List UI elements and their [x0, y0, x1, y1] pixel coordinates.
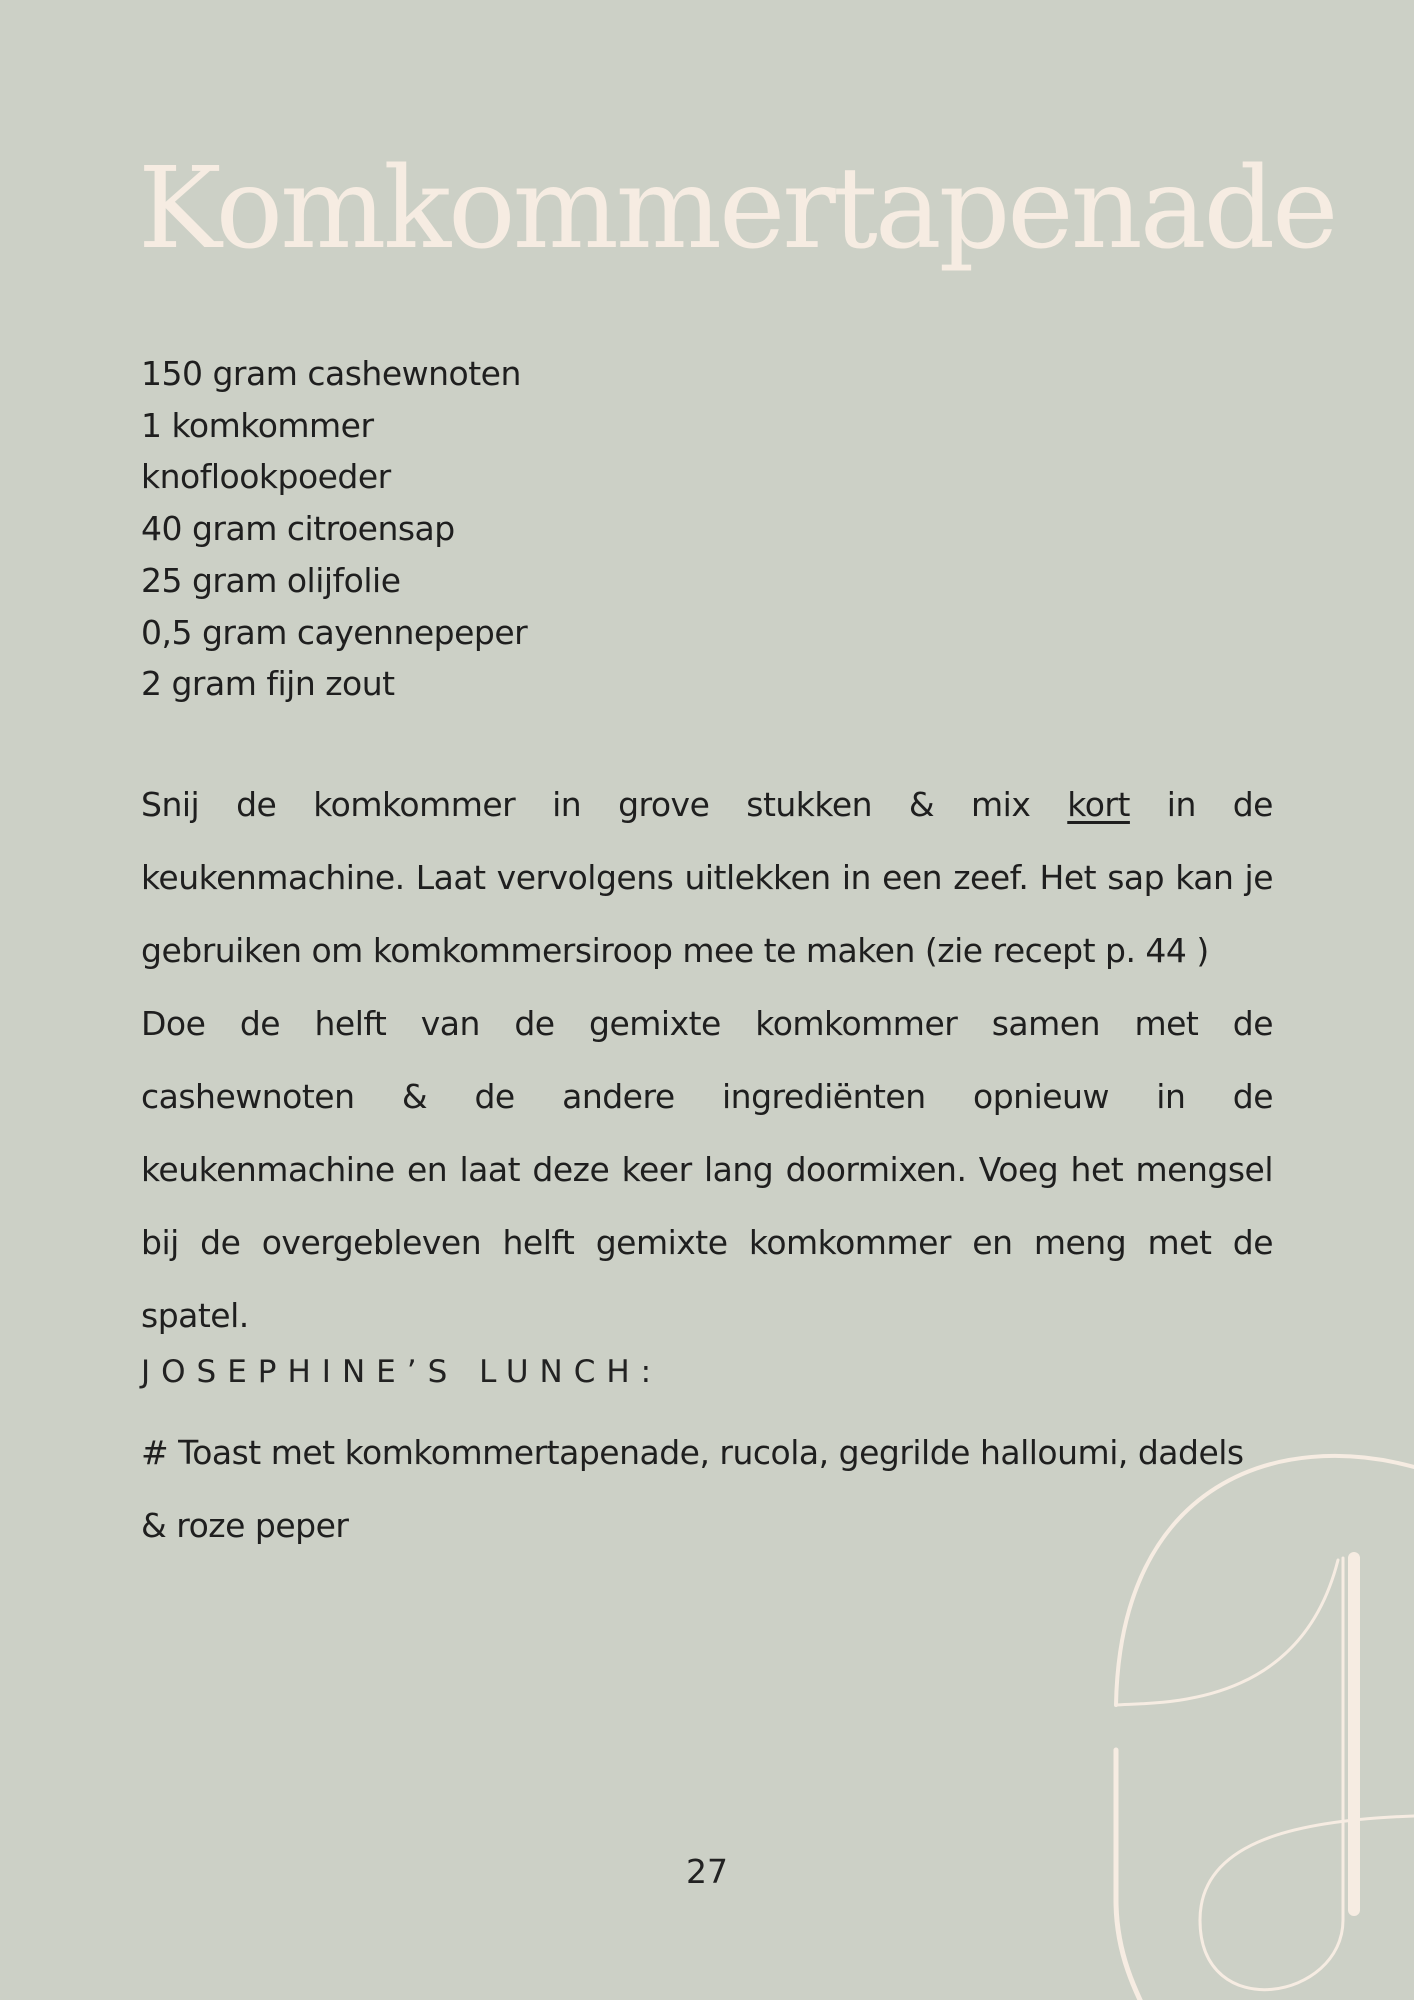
method-paragraph-1 [141, 768, 1273, 987]
method-p1-start: Snij de komkommer in grove stukken & mix [141, 785, 1068, 824]
ingredient-item: knoflookpoeder [141, 457, 391, 497]
ingredient-item: 150 gram cashewnoten [141, 354, 521, 393]
method-p1-end: in de keukenmachine. Laat vervolgens uitlekken in een zeef. Het sap kan je gebruiken om komkommersiroop mee te maken (zie recept p. 44 ) [141, 785, 1273, 970]
ingredient-list [141, 348, 527, 710]
ingredient-item: 2 gram fijn zout [141, 664, 395, 704]
method-paragraph-2: Doe de helft van de gemixte komkommer samen met de cashewnoten & de andere ingrediënten opnieuw in de keukenmachine en laat deze keer lang doormixen. Voeg het mengsel bij de overgebleven helft gemixte komkommer en meng met de spatel. [141, 1004, 1273, 1335]
ingredient-item: 0,5 gram cayennepeper [141, 612, 528, 652]
method-text [141, 768, 1273, 1352]
method-emphasis-kort: kort [1067, 785, 1130, 824]
ingredient-item: 1 komkommer [141, 405, 374, 445]
ingredient-item: 40 gram citroensap [141, 509, 455, 549]
lunch-suggestion: # Toast met komkommertapenade, rucola, gegrilde halloumi, dadels & roze peper [141, 1433, 1244, 1545]
ingredient-item: 25 gram olijfolie [141, 560, 401, 600]
recipe-title: Komkommertapenade [138, 144, 1336, 274]
page-number: 27 [686, 1852, 728, 1891]
lunch-heading: JOSEPHINE’S LUNCH: [141, 1354, 663, 1390]
